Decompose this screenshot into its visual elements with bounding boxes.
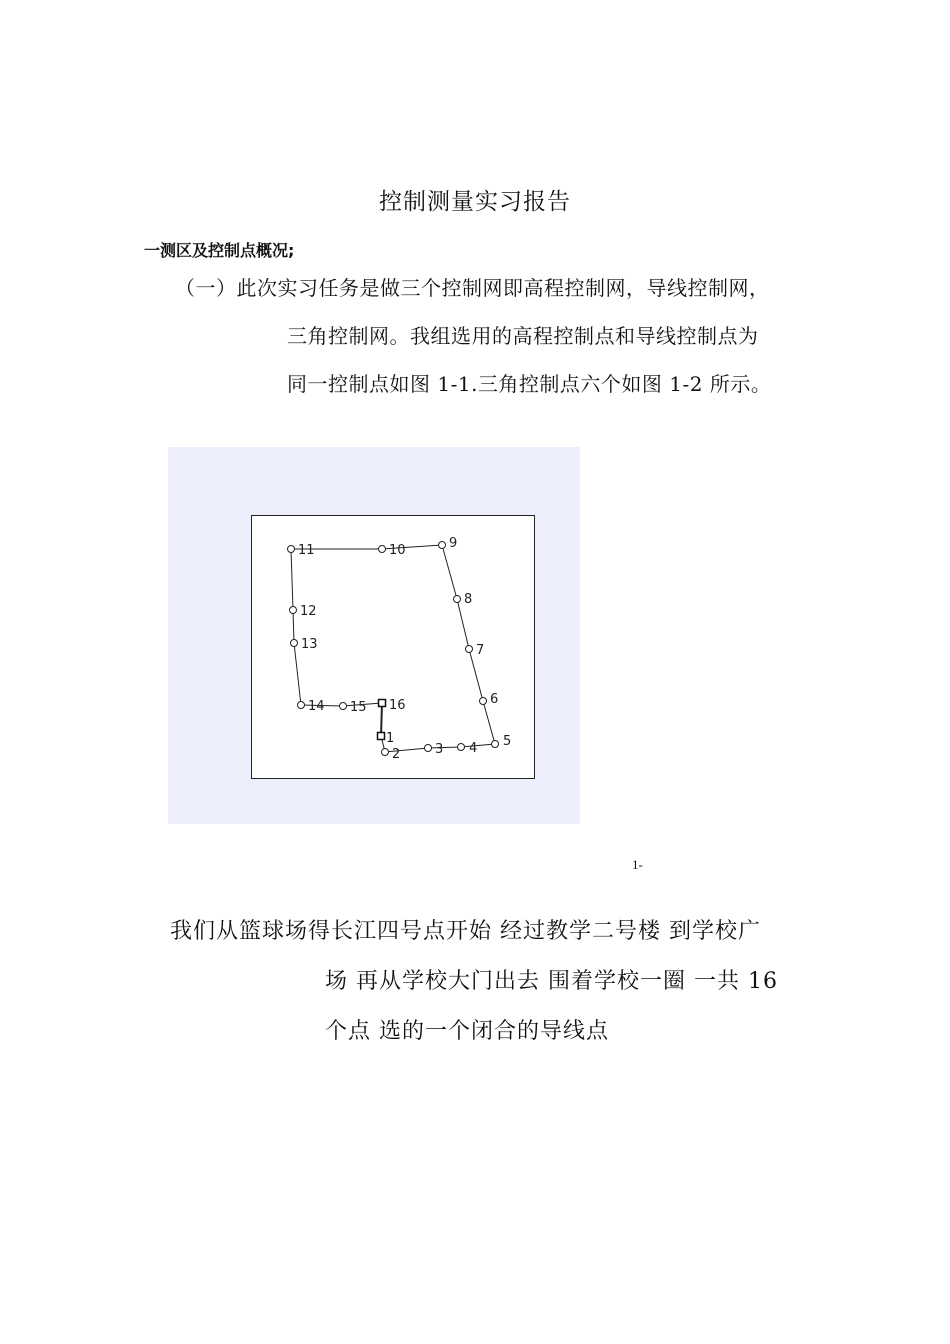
traverse-point-label-16: 16 bbox=[389, 698, 406, 713]
traverse-point-label-3: 3 bbox=[435, 742, 444, 757]
traverse-leg-16-1 bbox=[381, 703, 382, 736]
section-heading: 一测区及控制点概况; bbox=[144, 241, 295, 260]
traverse-point-marker-6 bbox=[480, 698, 487, 705]
traverse-point-label-14: 14 bbox=[308, 699, 325, 714]
paragraph1-line1: （一）此次实习任务是做三个控制网即高程控制网，导线控制网， bbox=[175, 276, 770, 300]
traverse-point-marker-8 bbox=[454, 596, 461, 603]
traverse-point-label-2: 2 bbox=[392, 747, 401, 762]
traverse-point-label-11: 11 bbox=[298, 543, 315, 558]
paragraph2-line1: 我们从篮球场得长江四号点开始 经过教学二号楼 到学校广 bbox=[170, 919, 761, 944]
traverse-map bbox=[251, 515, 536, 780]
traverse-point-marker-5 bbox=[492, 741, 499, 748]
page-title: 控制测量实习报告 bbox=[379, 189, 571, 215]
known-point-marker-16 bbox=[379, 700, 386, 707]
traverse-point-marker-11 bbox=[288, 546, 295, 553]
traverse-point-marker-4 bbox=[458, 744, 465, 751]
traverse-point-marker-13 bbox=[291, 640, 298, 647]
paragraph1-line3: 同一控制点如图 1-1.三角控制点六个如图 1-2 所示。 bbox=[287, 372, 772, 396]
traverse-point-marker-7 bbox=[466, 646, 473, 653]
traverse-point-marker-9 bbox=[439, 542, 446, 549]
traverse-point-label-13: 13 bbox=[301, 637, 318, 652]
traverse-point-label-9: 9 bbox=[449, 536, 458, 551]
traverse-point-marker-15 bbox=[340, 703, 347, 710]
traverse-point-marker-2 bbox=[382, 749, 389, 756]
traverse-point-marker-12 bbox=[290, 607, 297, 614]
figure-caption: 1- bbox=[632, 857, 643, 872]
traverse-point-label-6: 6 bbox=[490, 692, 499, 707]
traverse-point-label-12: 12 bbox=[300, 604, 317, 619]
traverse-point-label-7: 7 bbox=[476, 643, 485, 658]
figure-panel bbox=[168, 447, 580, 824]
traverse-point-label-8: 8 bbox=[464, 592, 473, 607]
paragraph1-line2: 三角控制网。我组选用的高程控制点和导线控制点为 bbox=[287, 324, 759, 348]
paragraph2-line3: 个点 选的一个闭合的导线点 bbox=[325, 1019, 609, 1044]
traverse-point-label-1: 1 bbox=[386, 731, 395, 746]
traverse-point-label-10: 10 bbox=[389, 543, 406, 558]
traverse-point-label-4: 4 bbox=[469, 741, 478, 756]
traverse-point-marker-3 bbox=[425, 745, 432, 752]
traverse-point-label-15: 15 bbox=[350, 700, 367, 715]
known-point-marker-1 bbox=[378, 733, 385, 740]
traverse-point-marker-10 bbox=[379, 546, 386, 553]
traverse-point-label-5: 5 bbox=[503, 734, 512, 749]
paragraph2-line2: 场 再从学校大门出去 围着学校一圈 一共 16 bbox=[325, 969, 778, 994]
traverse-point-marker-14 bbox=[298, 702, 305, 709]
